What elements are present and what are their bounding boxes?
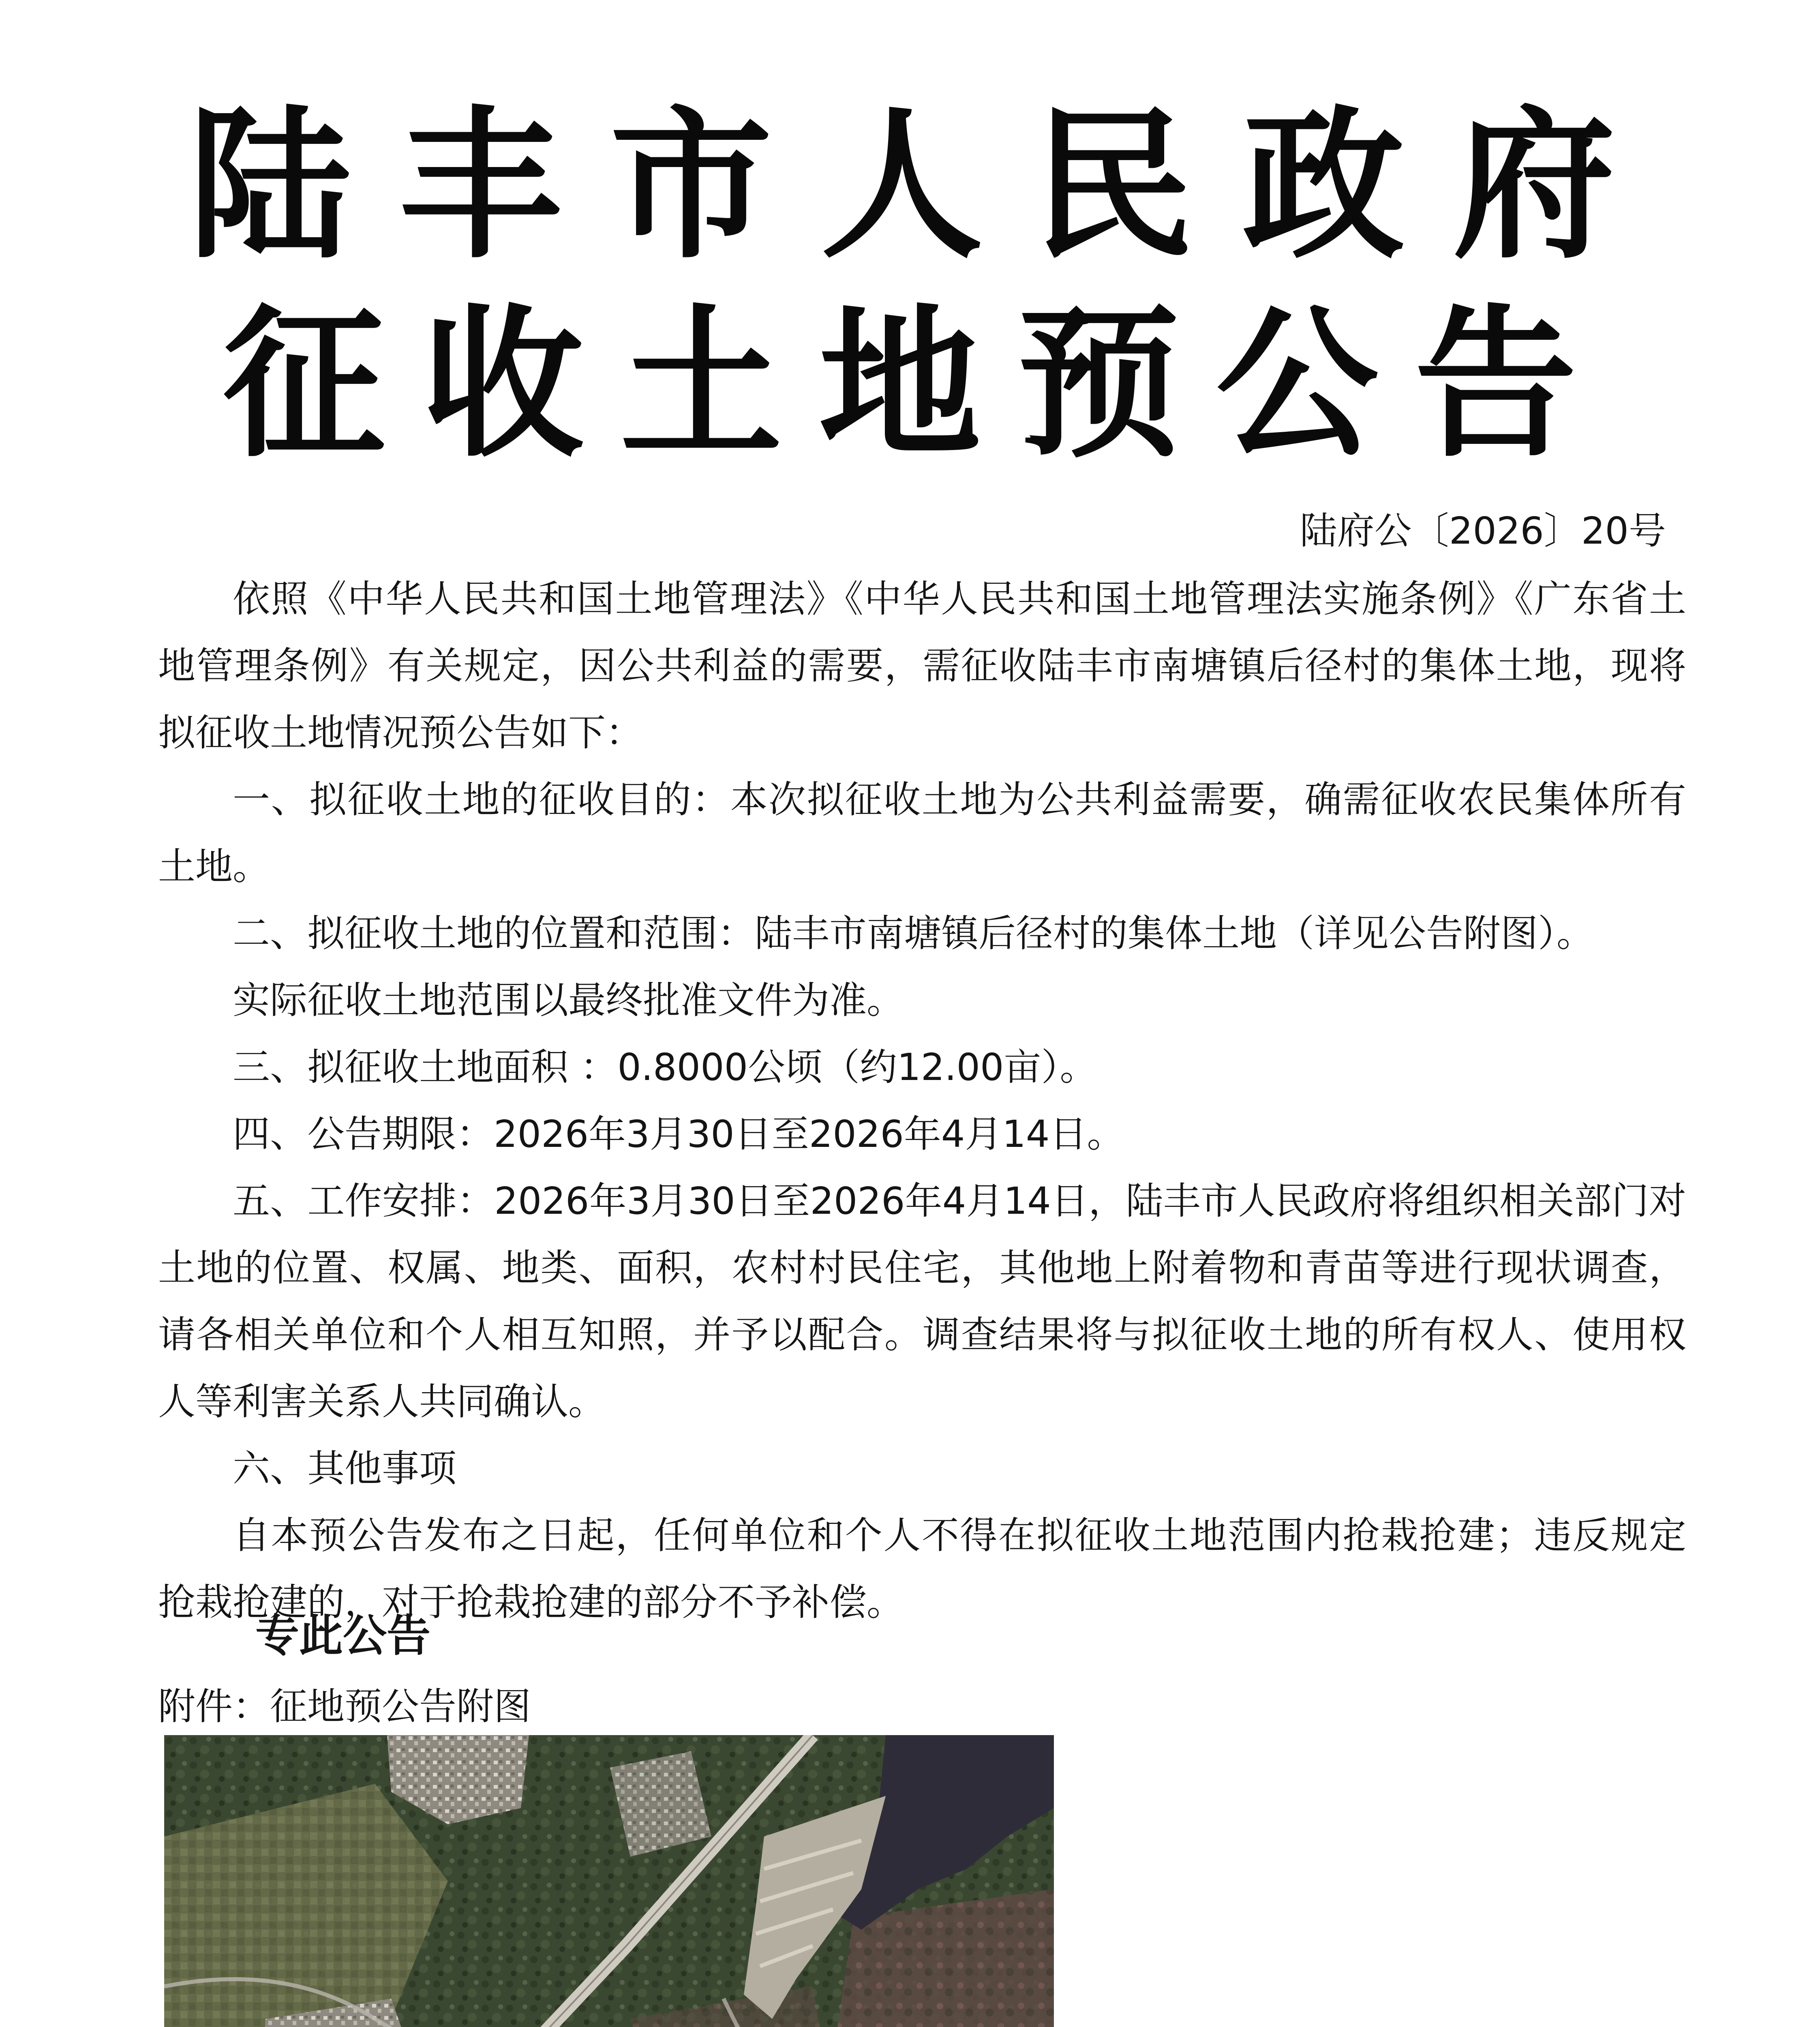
map-graphic bbox=[164, 1735, 1054, 2027]
item-other-matters-text: 自本预公告发布之日起，任何单位和个人不得在拟征收土地范围内抢栽抢建；违反规定抢栽抢建的，对于抢栽抢建的部分不予补偿。 bbox=[158, 1514, 1686, 1624]
item-other-matters: 六、其他事项 bbox=[233, 1447, 457, 1490]
document-title-line1: 陆丰市人民政府 bbox=[188, 92, 1664, 281]
item-location-note: 实际征收土地范围以最终批准文件为准。 bbox=[233, 979, 904, 1022]
document-number: 陆府公〔2026〕20号 bbox=[1300, 509, 1666, 553]
satellite-map-image bbox=[164, 1735, 1054, 2027]
attachment-label: 附件：征地预公告附图 bbox=[158, 1685, 531, 1728]
preamble-paragraph: 依照《中华人民共和国土地管理法》《中华人民共和国土地管理法实施条例》《广东省土地管理条例》有关规定，因公共利益的需要，需征收陆丰市南塘镇后径村的集体土地，现将拟征收土地情况预公告如下： bbox=[158, 577, 1686, 754]
document-title-line2: 征收土地预公告 bbox=[223, 291, 1613, 479]
item-work-arrangement: 五、工作安排：2026年3月30日至2026年4月14日，陆丰市人民政府将组织相关部门对土地的位置、权属、地类、面积，农村村民住宅，其他地上附着物和青苗等进行现状调查，请各相关单位和个人相互知照，并予以配合。调查结果将与拟征收土地的所有权人、使用权人等利害关系人共同确认。 bbox=[158, 1179, 1686, 1423]
item-period: 四、公告期限：2026年3月30日至2026年4月14日。 bbox=[233, 1112, 1124, 1156]
item-purpose: 一、拟征收土地的征收目的：本次拟征收土地为公共利益需要，确需征收农民集体所有土地。 bbox=[158, 778, 1686, 888]
notice-body bbox=[158, 566, 1686, 1636]
sign-off: 专此公告 bbox=[255, 1610, 431, 1661]
item-area: 三、拟征收土地面积 ：0.8000公顷（约12.00亩）。 bbox=[233, 1046, 1097, 1089]
item-location: 二、拟征收土地的位置和范围：陆丰市南塘镇后径村的集体土地（详见公告附图）。 bbox=[233, 912, 1594, 955]
